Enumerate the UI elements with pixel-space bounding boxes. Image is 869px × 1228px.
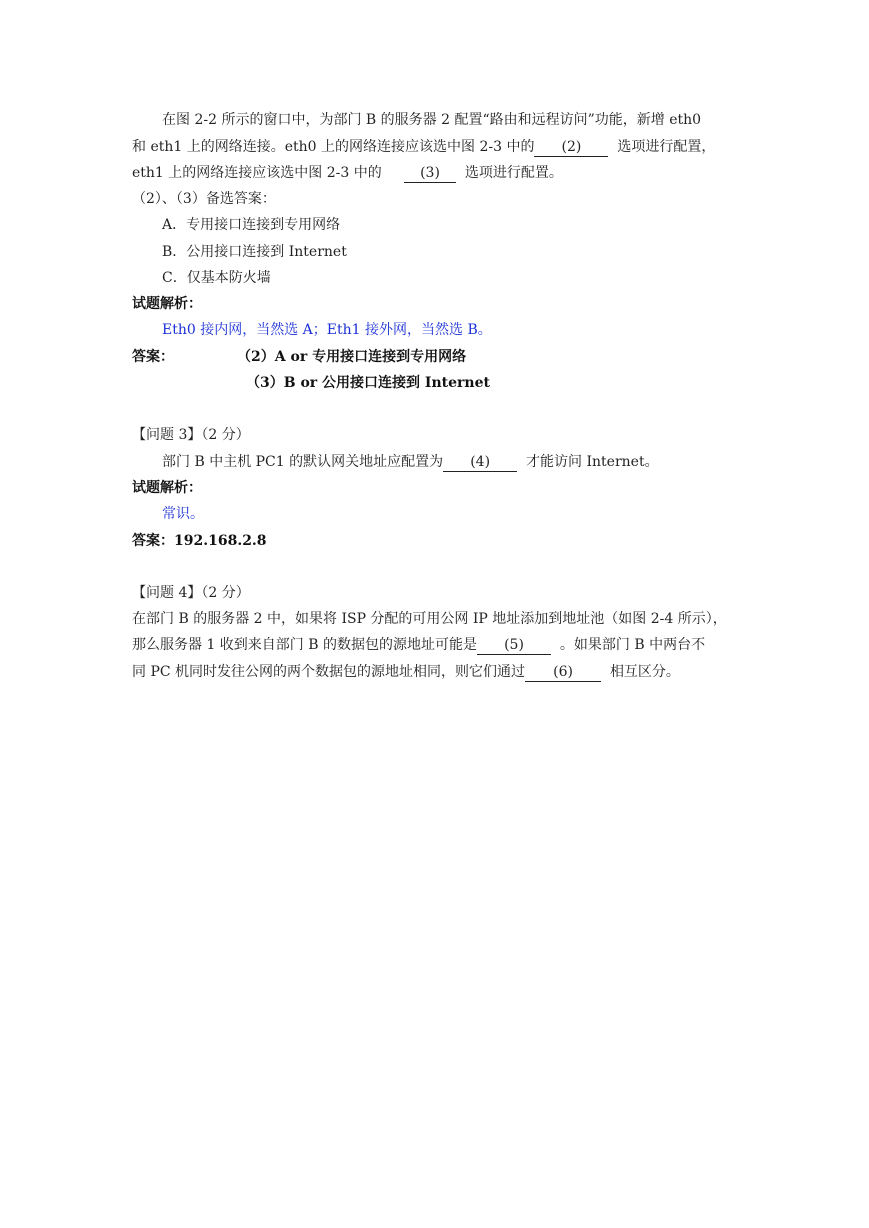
q4-text: 在部门 B 的服务器 2 中，如果将 ISP 分配的可用公网 IP 地址添加到地址池（如图 2-4 所示）， [132, 611, 727, 627]
q4-text: 相互区分。 [609, 664, 680, 680]
answer-blank-4: (4) [443, 453, 517, 472]
q2-answer-line-1 [237, 347, 466, 367]
answer-text: 答案：192.168.2.8 [132, 533, 267, 549]
q2-analysis-label [132, 294, 202, 314]
q3-analysis-text [162, 504, 204, 524]
answer-line-text: （3）B or 公用接口连接到 Internet [246, 375, 490, 391]
q2-text: 选项进行配置， [617, 139, 716, 155]
q3-title-score: （2 分） [201, 427, 250, 443]
q3-title-mark: 【问题 3】 [132, 427, 202, 443]
analysis-label-text: 试题解析： [132, 296, 202, 312]
q4-line-1 [132, 609, 727, 629]
q3-question [162, 452, 659, 472]
options-header [132, 189, 276, 209]
q4-line-2 [132, 635, 705, 655]
answer-label-text: 答案： [132, 349, 174, 365]
analysis-label-text: 试题解析： [132, 480, 202, 496]
q2-text: 在图 2-2 所示的窗口中，为部门 B 的服务器 2 配置“路由和远程访问”功能，新增 eth0 [162, 112, 702, 128]
q4-text: 同 PC 机同时发往公网的两个数据包的源地址相同，则它们通过 [132, 664, 526, 680]
q4-title-score: （2 分） [201, 585, 250, 601]
analysis-text: 常识。 [162, 506, 204, 522]
analysis-text: Eth0 接内网，当然选 A；Eth1 接外网，当然选 B。 [162, 322, 492, 338]
q2-text: eth1 上的网络连接应该选中图 2-3 中的 [132, 165, 382, 181]
q4-line-3 [132, 662, 680, 682]
option-b-text: B．公用接口连接到 Internet [162, 244, 347, 260]
q3-answer [132, 531, 267, 551]
options-header-text: （2）、（3）备选答案： [132, 191, 276, 207]
option-c [162, 268, 271, 288]
q4-text: 那么服务器 1 收到来自部门 B 的数据包的源地址可能是 [132, 637, 477, 653]
q2-answer-label [132, 347, 174, 367]
q2-text: 选项进行配置。 [464, 165, 563, 181]
q3-title [132, 425, 250, 445]
q4-title [132, 583, 250, 603]
option-a [162, 215, 340, 235]
answer-blank-3: (3) [404, 164, 456, 183]
q3-text: 部门 B 中主机 PC1 的默认网关地址应配置为 [162, 454, 444, 470]
answer-blank-6: (6) [525, 663, 601, 682]
q3-analysis-label [132, 478, 202, 498]
q2-paragraph-line-2 [132, 137, 715, 157]
q3-text: 才能访问 Internet。 [526, 454, 659, 470]
q2-text: 和 eth1 上的网络连接。eth0 上的网络连接应该选中图 2-3 中的 [132, 139, 535, 155]
option-a-text: A．专用接口连接到专用网络 [162, 217, 341, 233]
q2-analysis-text [162, 320, 492, 340]
answer-line-text: （2）A or 专用接口连接到专用网络 [237, 349, 467, 365]
answer-blank-5: (5) [477, 636, 551, 655]
option-b [162, 242, 347, 262]
q2-paragraph-line-1 [162, 110, 701, 130]
option-c-text: C．仅基本防火墙 [162, 270, 271, 286]
q2-answer-line-2 [246, 373, 490, 393]
answer-blank-2: (2) [534, 138, 608, 157]
q4-title-mark: 【问题 4】 [132, 585, 202, 601]
q2-paragraph-line-3 [132, 163, 563, 183]
q4-text: 。如果部门 B 中两台不 [559, 637, 706, 653]
